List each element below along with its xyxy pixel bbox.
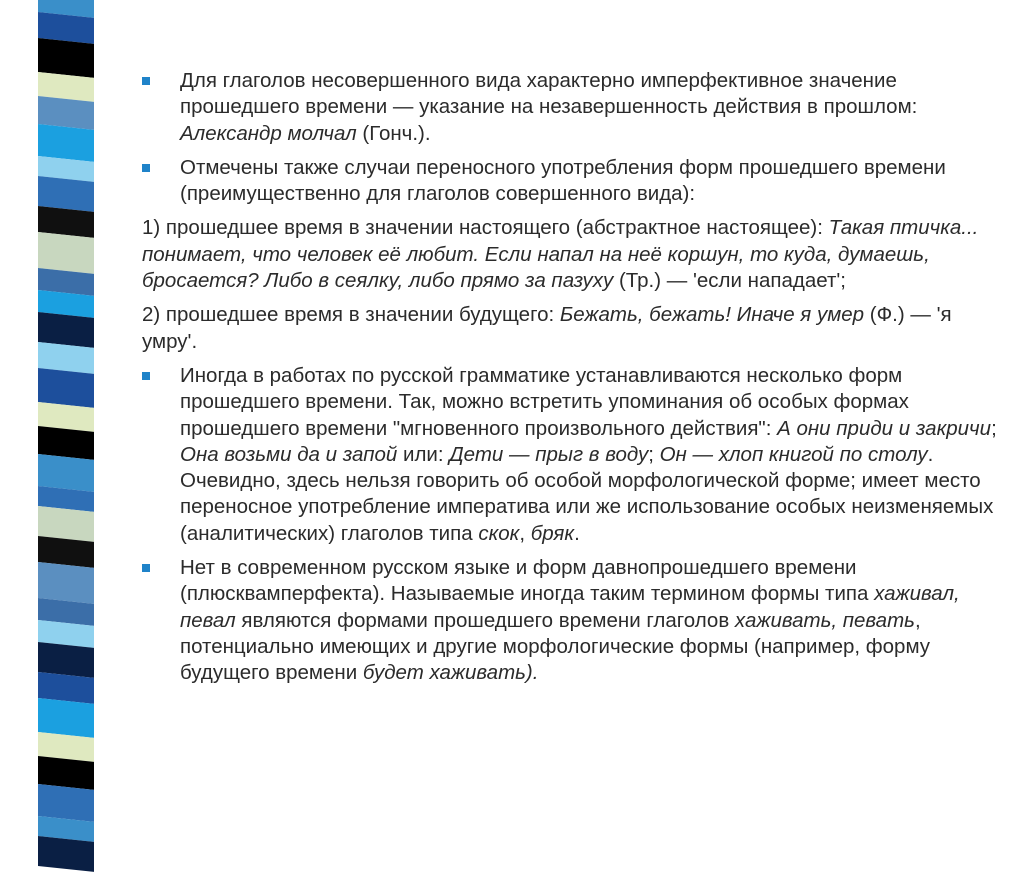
- text-run: (Тр.) — 'если нападает';: [613, 269, 846, 293]
- slide-body: [142, 68, 1002, 695]
- square-bullet-icon: [142, 164, 150, 172]
- text-run: (Ф.) — 'я умру'.: [142, 303, 952, 353]
- italic-example-text: Бежать, бежать! Иначе я умер: [559, 303, 865, 327]
- bullet-paragraph: [142, 555, 1002, 686]
- text-run: являются формами прошедшего времени глаголов: [235, 608, 735, 632]
- text-run: .: [574, 521, 580, 545]
- italic-example-text: скок: [478, 521, 520, 545]
- text-run: Нет в современном русском языке и форм давнопрошедшего времени (плюсквамперфекта). Называемые иногда таким термином формы типа: [180, 556, 875, 606]
- bullet-paragraph: [142, 68, 1002, 147]
- italic-example-text: Он — хлоп книгой по столу: [659, 442, 928, 466]
- stripe-segment: [38, 562, 94, 604]
- text-run: ;: [648, 442, 660, 466]
- text-run: . Очевидно, здесь нельзя говорить об особой морфологической форме; имеет место переносное употребление императива или же использование особых неизменяемых (аналитических) глаголов типа: [180, 442, 994, 545]
- bullet-paragraph: [142, 363, 1002, 547]
- italic-example-text: хаживал, певал: [180, 582, 960, 632]
- italic-example-text: Александр молчал: [180, 121, 357, 145]
- text-run: или:: [397, 442, 450, 466]
- square-bullet-icon: [142, 77, 150, 85]
- text-run: 1) прошедшее время в значении настоящего (абстрактное настоящее):: [142, 216, 829, 240]
- italic-example-text: Она возьми да и запой: [180, 442, 398, 466]
- italic-example-text: Дети — прыг в воду: [449, 442, 649, 466]
- text-run: ;: [991, 416, 997, 440]
- text-run: (Гонч.).: [356, 121, 431, 145]
- paragraph: [142, 215, 1002, 294]
- decorative-stripe: [38, 0, 94, 773]
- square-bullet-icon: [142, 564, 150, 572]
- text-run: , потенциально имеющих и другие морфологические формы (например, форму будущего времени: [180, 608, 931, 685]
- italic-example-text: бряк: [530, 521, 575, 545]
- italic-example-text: хаживать, певать: [734, 608, 915, 632]
- italic-example-text: А они приди и закричи: [777, 416, 992, 440]
- italic-example-text: Такая птичка... понимает, что человек её любит. Если напал на неё коршун, то куда, думаешь, бросается? Либо в сеялку, либо прямо за пазуху: [142, 216, 979, 293]
- text-run: Иногда в работах по русской грамматике устанавливаются несколько форм прошедшего времени. Так, можно встретить упоминания об особых формах прошедшего времени "мгновенного произвольного действия":: [180, 363, 909, 440]
- italic-example-text: будет хаживать).: [362, 661, 539, 685]
- text-run: Для глаголов несовершенного вида характерно имперфективное значение прошедшего времени — указание на незавершенность действия в прошлом:: [180, 69, 918, 119]
- text-run: ,: [519, 521, 531, 545]
- paragraph: [142, 302, 1002, 355]
- stripe-segment: [38, 836, 94, 872]
- text-run: 2) прошедшее время в значении будущего:: [142, 303, 560, 327]
- bullet-paragraph: [142, 155, 1002, 208]
- stripe-segment: [38, 232, 94, 274]
- text-run: Отмечены также случаи переносного употребления форм прошедшего времени (преимущественно для глаголов совершенного вида):: [180, 155, 946, 206]
- square-bullet-icon: [142, 372, 150, 380]
